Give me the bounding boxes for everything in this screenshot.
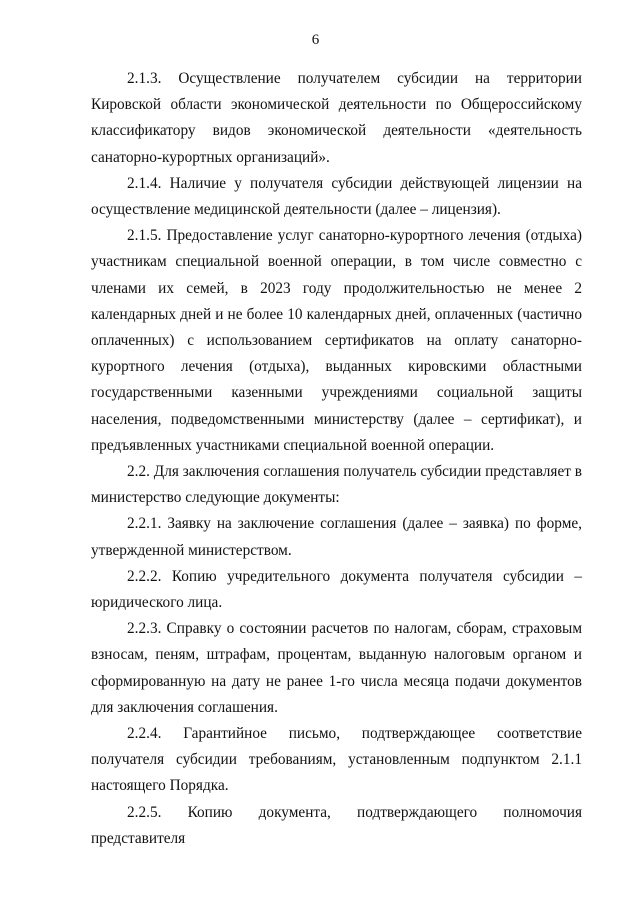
paragraph-2-1-5: 2.1.5. Предоставление услуг санаторно-курортного лечения (отдыха) участникам специальной военной операции, в том числе совместно с членами их семей, в 2023 году продолжительностью не менее 2 календарных дней и не более 10 календарных дней, оплаченных (частично оплаченных) с использованием сертификатов на оплату санаторно-курортного лечения (отдыха), выданных кировскими областными государственными казенными учреждениями социальной защиты населения, подведомственными министерству (далее – сертификат), и предъявленных участниками специальной военной операции. [91,227,582,454]
paragraph-2-2-5: 2.2.5. Копию документа, подтверждающего полномочия представителя [91,803,582,847]
paragraph-2-2-1: 2.2.1. Заявку на заключение соглашения (далее – заявка) по форме, утвержденной министерством. [91,515,582,559]
paragraph-2-2: 2.2. Для заключения соглашения получатель субсидии представляет в министерство следующие документы: [91,463,582,507]
paragraph-2-2-4: 2.2.4. Гарантийное письмо, подтверждающее соответствие получателя субсидии требованиям, установленным подпунктом 2.1.1 настоящего Порядка. [91,725,582,795]
paragraph-2-1-3: 2.1.3. Осуществление получателем субсидии на территории Кировской области экономической деятельности по Общероссийскому классификатору видов экономической деятельности «деятельность санаторно-курортных организаций». [91,70,582,166]
page-number: 6 [311,32,320,48]
paragraph-2-2-3: 2.2.3. Справку о состоянии расчетов по налогам, сборам, страховым взносам, пеням, штрафам, процентам, выданную налоговым органом и сформированную на дату не ранее 1-го числа месяца подачи документов для заключения соглашения. [91,620,582,716]
paragraph-2-1-4: 2.1.4. Наличие у получателя субсидии действующей лицензии на осуществление медицинской деятельности (далее – лицензия). [91,174,582,219]
paragraph-2-2-2: 2.2.2. Копию учредительного документа получателя субсидии – юридического лица. [91,567,582,612]
document-body [91,66,582,852]
